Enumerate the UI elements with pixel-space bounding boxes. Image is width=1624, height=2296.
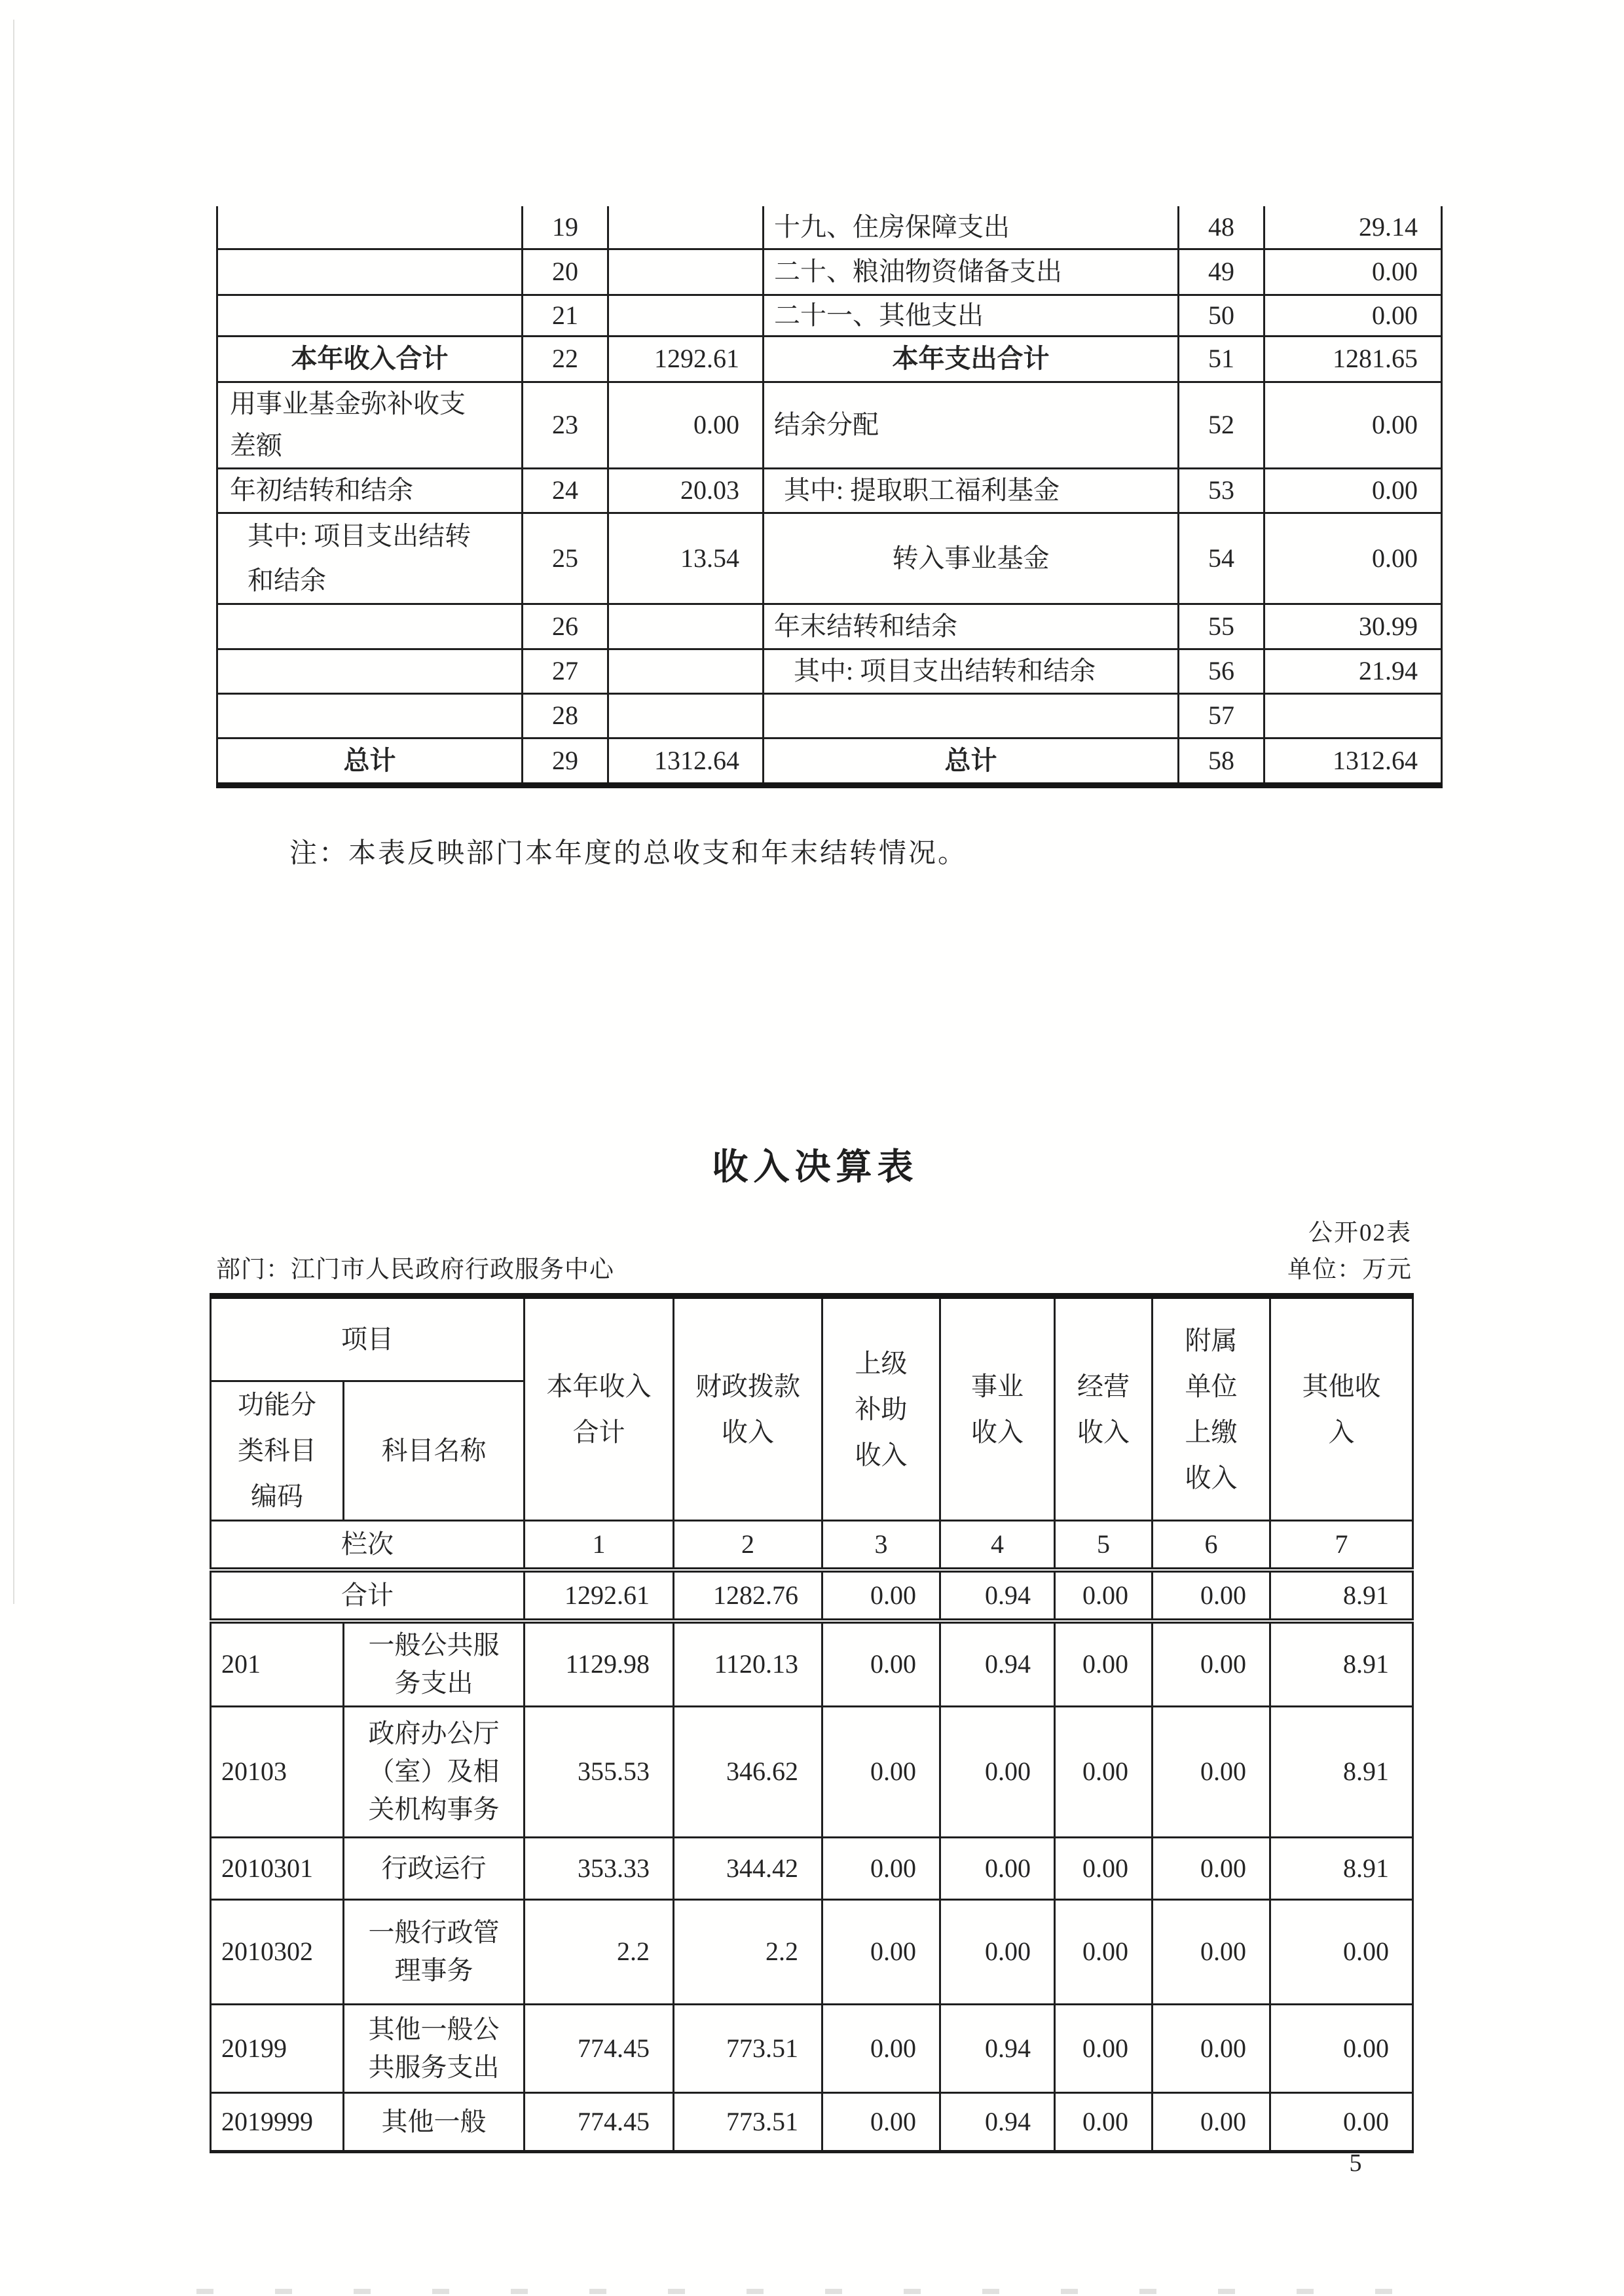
table-row [217, 295, 1442, 336]
form-code-label: 公开02表 [1308, 1220, 1412, 1247]
header-row-project [211, 1296, 1413, 1381]
amount-cell: 0.00 [1055, 2092, 1153, 2151]
total-row [211, 1570, 1413, 1621]
line-number-cell: 54 [1179, 513, 1264, 604]
line-number-cell: 49 [1179, 249, 1264, 295]
subject-name-cell: 一般行政管理事务 [344, 1899, 525, 2004]
amount-cell: 353.33 [525, 1837, 674, 1899]
amount-cell: 0.00 [1270, 2004, 1413, 2092]
amount-cell: 2.2 [674, 1899, 822, 2004]
header-subject-name-cell: 科目名称 [344, 1381, 525, 1521]
function-code-cell: 2019999 [211, 2092, 344, 2151]
line-number-cell: 27 [523, 649, 608, 693]
subject-name-cell: 合计 [211, 1570, 525, 1621]
item-name-cell: 年末结转和结余 [764, 604, 1179, 649]
amount-cell: 0.00 [822, 1899, 940, 2004]
header-other-income-cell: 其他收入 [1270, 1296, 1413, 1521]
page-title: 收入决算表 [712, 1147, 919, 1187]
amount-cell [608, 295, 764, 336]
amount-cell: 20.03 [608, 468, 764, 513]
amount-cell: 0.00 [940, 1899, 1055, 2004]
item-name-cell: 本年收入合计 [217, 336, 523, 382]
function-code-cell: 2010301 [211, 1837, 344, 1899]
amount-cell: 0.00 [1153, 1621, 1270, 1706]
table-row [217, 382, 1442, 468]
amount-cell [608, 649, 764, 693]
amount-cell: 0.00 [1270, 2092, 1413, 2151]
item-name-cell: 其中: 项目支出结转和结余 [764, 649, 1179, 693]
amount-cell: 0.94 [940, 1570, 1055, 1621]
item-name-cell [764, 693, 1179, 738]
amount-cell: 774.45 [525, 2004, 674, 2092]
amount-cell: 355.53 [525, 1706, 674, 1837]
item-name-cell [217, 206, 523, 249]
amount-cell: 0.00 [1055, 1899, 1153, 2004]
amount-cell: 0.00 [1264, 295, 1442, 336]
amount-cell: 8.91 [1270, 1621, 1413, 1706]
item-name-cell: 转入事业基金 [764, 513, 1179, 604]
function-code-cell: 201 [211, 1621, 344, 1706]
item-name-cell: 结余分配 [764, 382, 1179, 468]
line-number-cell: 28 [523, 693, 608, 738]
amount-cell: 2.2 [525, 1899, 674, 2004]
amount-cell [608, 206, 764, 249]
header-affiliated-unit-cell: 附属单位上缴收入 [1153, 1296, 1270, 1521]
item-name-cell [217, 693, 523, 738]
column-index-cell: 1 [525, 1521, 674, 1571]
amount-cell: 0.00 [1055, 1837, 1153, 1899]
department-label: 部门：江门市人民政府行政服务中心 [216, 1256, 614, 1283]
line-number-cell: 24 [523, 468, 608, 513]
amount-cell: 0.00 [1153, 1706, 1270, 1837]
item-name-cell: 年初结转和结余 [217, 468, 523, 513]
item-name-cell [217, 249, 523, 295]
line-number-cell: 50 [1179, 295, 1264, 336]
amount-cell: 1282.76 [674, 1570, 822, 1621]
data-row [211, 2004, 1413, 2092]
item-name-cell: 用事业基金弥补收支差额 [217, 382, 523, 468]
table-row [217, 249, 1442, 295]
amount-cell: 0.00 [822, 2004, 940, 2092]
data-row [211, 1706, 1413, 1837]
column-index-cell: 7 [1270, 1521, 1413, 1571]
line-number-cell: 25 [523, 513, 608, 604]
subject-name-cell: 一般公共服务支出 [344, 1621, 525, 1706]
amount-cell: 1120.13 [674, 1621, 822, 1706]
column-index-cell: 2 [674, 1521, 822, 1571]
amount-cell [608, 693, 764, 738]
line-number-cell: 21 [523, 295, 608, 336]
table-row [217, 649, 1442, 693]
item-name-cell [217, 649, 523, 693]
header-operating-income-cell: 事业收入 [940, 1296, 1055, 1521]
amount-cell: 0.00 [1153, 1837, 1270, 1899]
table-row-totals-current-year [217, 336, 1442, 382]
amount-cell: 0.00 [1055, 1706, 1153, 1837]
amount-cell: 21.94 [1264, 649, 1442, 693]
header-total-income-cell: 本年收入合计 [525, 1296, 674, 1521]
column-index-cell: 5 [1055, 1521, 1153, 1571]
amount-cell: 0.00 [1264, 382, 1442, 468]
item-name-cell: 十九、住房保障支出 [764, 206, 1179, 249]
column-index-row [211, 1521, 1413, 1571]
header-project-cell: 项目 [211, 1296, 525, 1381]
amount-cell: 0.00 [1264, 249, 1442, 295]
amount-cell [608, 249, 764, 295]
line-number-cell: 29 [523, 738, 608, 785]
amount-cell: 0.00 [822, 1706, 940, 1837]
item-name-cell [217, 295, 523, 336]
data-row [211, 1837, 1413, 1899]
amount-cell: 773.51 [674, 2004, 822, 2092]
table-row [217, 206, 1442, 249]
item-name-cell: 其中: 项目支出结转和结余 [217, 513, 523, 604]
item-name-cell: 总计 [217, 738, 523, 785]
amount-cell: 344.42 [674, 1837, 822, 1899]
table-row [217, 693, 1442, 738]
table-row [217, 468, 1442, 513]
amount-cell: 0.00 [1264, 468, 1442, 513]
amount-cell: 29.14 [1264, 206, 1442, 249]
line-number-cell: 56 [1179, 649, 1264, 693]
amount-cell: 8.91 [1270, 1706, 1413, 1837]
header-fiscal-appropriation-cell: 财政拨款收入 [674, 1296, 822, 1521]
amount-cell: 1292.61 [525, 1570, 674, 1621]
data-row [211, 1899, 1413, 2004]
line-number-cell: 55 [1179, 604, 1264, 649]
amount-cell: 0.00 [1270, 1899, 1413, 2004]
subject-name-cell: 其他一般公共服务支出 [344, 2004, 525, 2092]
income-accounts-table [210, 1293, 1414, 2153]
line-number-cell: 48 [1179, 206, 1264, 249]
amount-cell: 0.00 [1153, 2092, 1270, 2151]
table-row [217, 513, 1442, 604]
column-index-label-cell: 栏次 [211, 1521, 525, 1571]
item-name-cell: 其中: 提取职工福利基金 [764, 468, 1179, 513]
function-code-cell: 20199 [211, 2004, 344, 2092]
amount-cell: 346.62 [674, 1706, 822, 1837]
amount-cell: 0.94 [940, 2092, 1055, 2151]
amount-cell: 8.91 [1270, 1837, 1413, 1899]
unit-label: 单位：万元 [1287, 1256, 1412, 1283]
item-name-cell: 总计 [764, 738, 1179, 785]
function-code-cell: 2010302 [211, 1899, 344, 2004]
amount-cell: 0.00 [940, 1837, 1055, 1899]
amount-cell: 0.00 [822, 1837, 940, 1899]
line-number-cell: 26 [523, 604, 608, 649]
subject-name-cell: 行政运行 [344, 1837, 525, 1899]
subject-name-cell: 政府办公厅（室）及相关机构事务 [344, 1706, 525, 1837]
amount-cell: 0.00 [1055, 1570, 1153, 1621]
amount-cell: 0.00 [1153, 1899, 1270, 2004]
table-row-grand-total [217, 738, 1442, 785]
amount-cell: 0.00 [608, 382, 764, 468]
amount-cell: 0.00 [940, 1706, 1055, 1837]
line-number-cell: 20 [523, 249, 608, 295]
table-row [217, 604, 1442, 649]
amount-cell: 0.94 [940, 1621, 1055, 1706]
table-footnote: 注：本表反映部门本年度的总收支和年末结转情况。 [289, 839, 968, 869]
amount-cell: 8.91 [1270, 1570, 1413, 1621]
item-name-cell [217, 604, 523, 649]
next-page-row-cutoff-artifact [196, 2289, 1441, 2294]
amount-cell: 0.00 [822, 1570, 940, 1621]
page-number: 5 [1349, 2149, 1362, 2177]
subject-name-cell: 其他一般 [344, 2092, 525, 2151]
line-number-cell: 19 [523, 206, 608, 249]
column-index-cell: 4 [940, 1521, 1055, 1571]
amount-cell: 13.54 [608, 513, 764, 604]
amount-cell: 0.00 [822, 2092, 940, 2151]
line-number-cell: 22 [523, 336, 608, 382]
amount-cell: 1129.98 [525, 1621, 674, 1706]
item-name-cell: 二十、粮油物资储备支出 [764, 249, 1179, 295]
data-row [211, 1621, 1413, 1706]
line-number-cell: 53 [1179, 468, 1264, 513]
amount-cell: 773.51 [674, 2092, 822, 2151]
column-index-cell: 3 [822, 1521, 940, 1571]
summary-table-continuation [216, 206, 1443, 788]
amount-cell: 0.00 [1055, 1621, 1153, 1706]
amount-cell: 1292.61 [608, 336, 764, 382]
amount-cell: 774.45 [525, 2092, 674, 2151]
amount-cell: 0.00 [1153, 1570, 1270, 1621]
header-superior-subsidy-cell: 上级补助收入 [822, 1296, 940, 1521]
header-business-income-cell: 经营收入 [1055, 1296, 1153, 1521]
data-row-cut-off [211, 2092, 1413, 2151]
item-name-cell: 二十一、其他支出 [764, 295, 1179, 336]
amount-cell [1264, 693, 1442, 738]
amount-cell: 0.00 [822, 1621, 940, 1706]
amount-cell: 30.99 [1264, 604, 1442, 649]
line-number-cell: 23 [523, 382, 608, 468]
line-number-cell: 58 [1179, 738, 1264, 785]
amount-cell: 0.00 [1153, 2004, 1270, 2092]
header-function-code-cell: 功能分类科目编码 [211, 1381, 344, 1521]
function-code-cell: 20103 [211, 1706, 344, 1837]
amount-cell: 1281.65 [1264, 336, 1442, 382]
line-number-cell: 51 [1179, 336, 1264, 382]
amount-cell: 0.00 [1055, 2004, 1153, 2092]
amount-cell: 0.00 [1264, 513, 1442, 604]
scanner-line-artifact [13, 20, 14, 1604]
column-index-cell: 6 [1153, 1521, 1270, 1571]
amount-cell: 1312.64 [1264, 738, 1442, 785]
line-number-cell: 52 [1179, 382, 1264, 468]
line-number-cell: 57 [1179, 693, 1264, 738]
amount-cell: 0.94 [940, 2004, 1055, 2092]
amount-cell [608, 604, 764, 649]
item-name-cell: 本年支出合计 [764, 336, 1179, 382]
amount-cell: 1312.64 [608, 738, 764, 785]
